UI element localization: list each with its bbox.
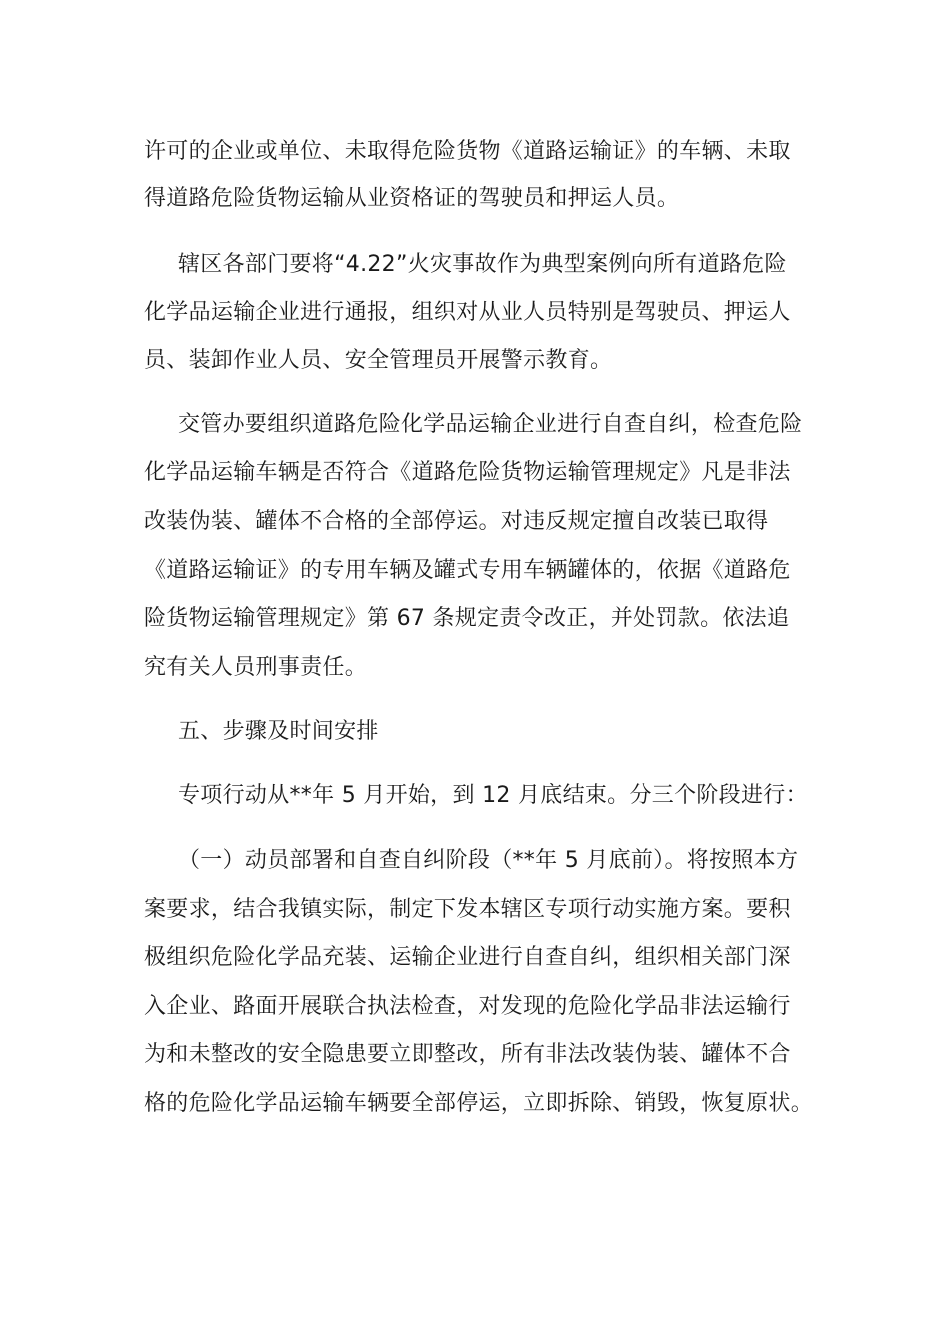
text-line: 许可的企业或单位、未取得危险货物《道路运输证》的车辆、未取 xyxy=(144,139,791,164)
text-line: 改装伪装、罐体不合格的全部停运。对违反规定擅自改装已取得 xyxy=(144,509,769,534)
text-line: 得道路危险货物运输从业资格证的驾驶员和押运人员。 xyxy=(144,186,680,211)
text-line: 化学品运输车辆是否符合《道路危险货物运输管理规定》凡是非法 xyxy=(144,460,791,485)
text-line: 险货物运输管理规定》第 67 条规定责令改正，并处罚款。依法追 xyxy=(144,606,790,631)
paragraph-start-line: （一）动员部署和自查自纠阶段（**年 5 月底前）。将按照本方 xyxy=(178,848,799,873)
text-line: 究有关人员刑事责任。 xyxy=(144,655,368,680)
paragraph-start-line: 专项行动从**年 5 月开始，到 12 月底结束。分三个阶段进行： xyxy=(178,783,808,808)
paragraph-start-line: 交管办要组织道路危险化学品运输企业进行自查自纠，检查危险 xyxy=(178,412,803,437)
text-line: 入企业、路面开展联合执法检查，对发现的危险化学品非法运输行 xyxy=(144,994,791,1019)
paragraph-start-line: 辖区各部门要将“4.22”火灾事故作为典型案例向所有道路危险 xyxy=(178,252,787,277)
text-line: 化学品运输企业进行通报，组织对从业人员特别是驾驶员、押运人 xyxy=(144,300,791,325)
text-line: 《道路运输证》的专用车辆及罐式专用车辆罐体的，依据《道路危 xyxy=(144,558,791,583)
text-line: 案要求，结合我镇实际，制定下发本辖区专项行动实施方案。要积 xyxy=(144,897,791,922)
text-line: 为和未整改的安全隐患要立即整改，所有非法改装伪装、罐体不合 xyxy=(144,1042,791,1067)
section-heading: 五、步骤及时间安排 xyxy=(178,719,379,744)
text-line: 格的危险化学品运输车辆要全部停运，立即拆除、销毁，恢复原状。 xyxy=(144,1091,814,1116)
text-line: 员、装卸作业人员、安全管理员开展警示教育。 xyxy=(144,348,613,373)
text-line: 极组织危险化学品充装、运输企业进行自查自纠，组织相关部门深 xyxy=(144,945,791,970)
